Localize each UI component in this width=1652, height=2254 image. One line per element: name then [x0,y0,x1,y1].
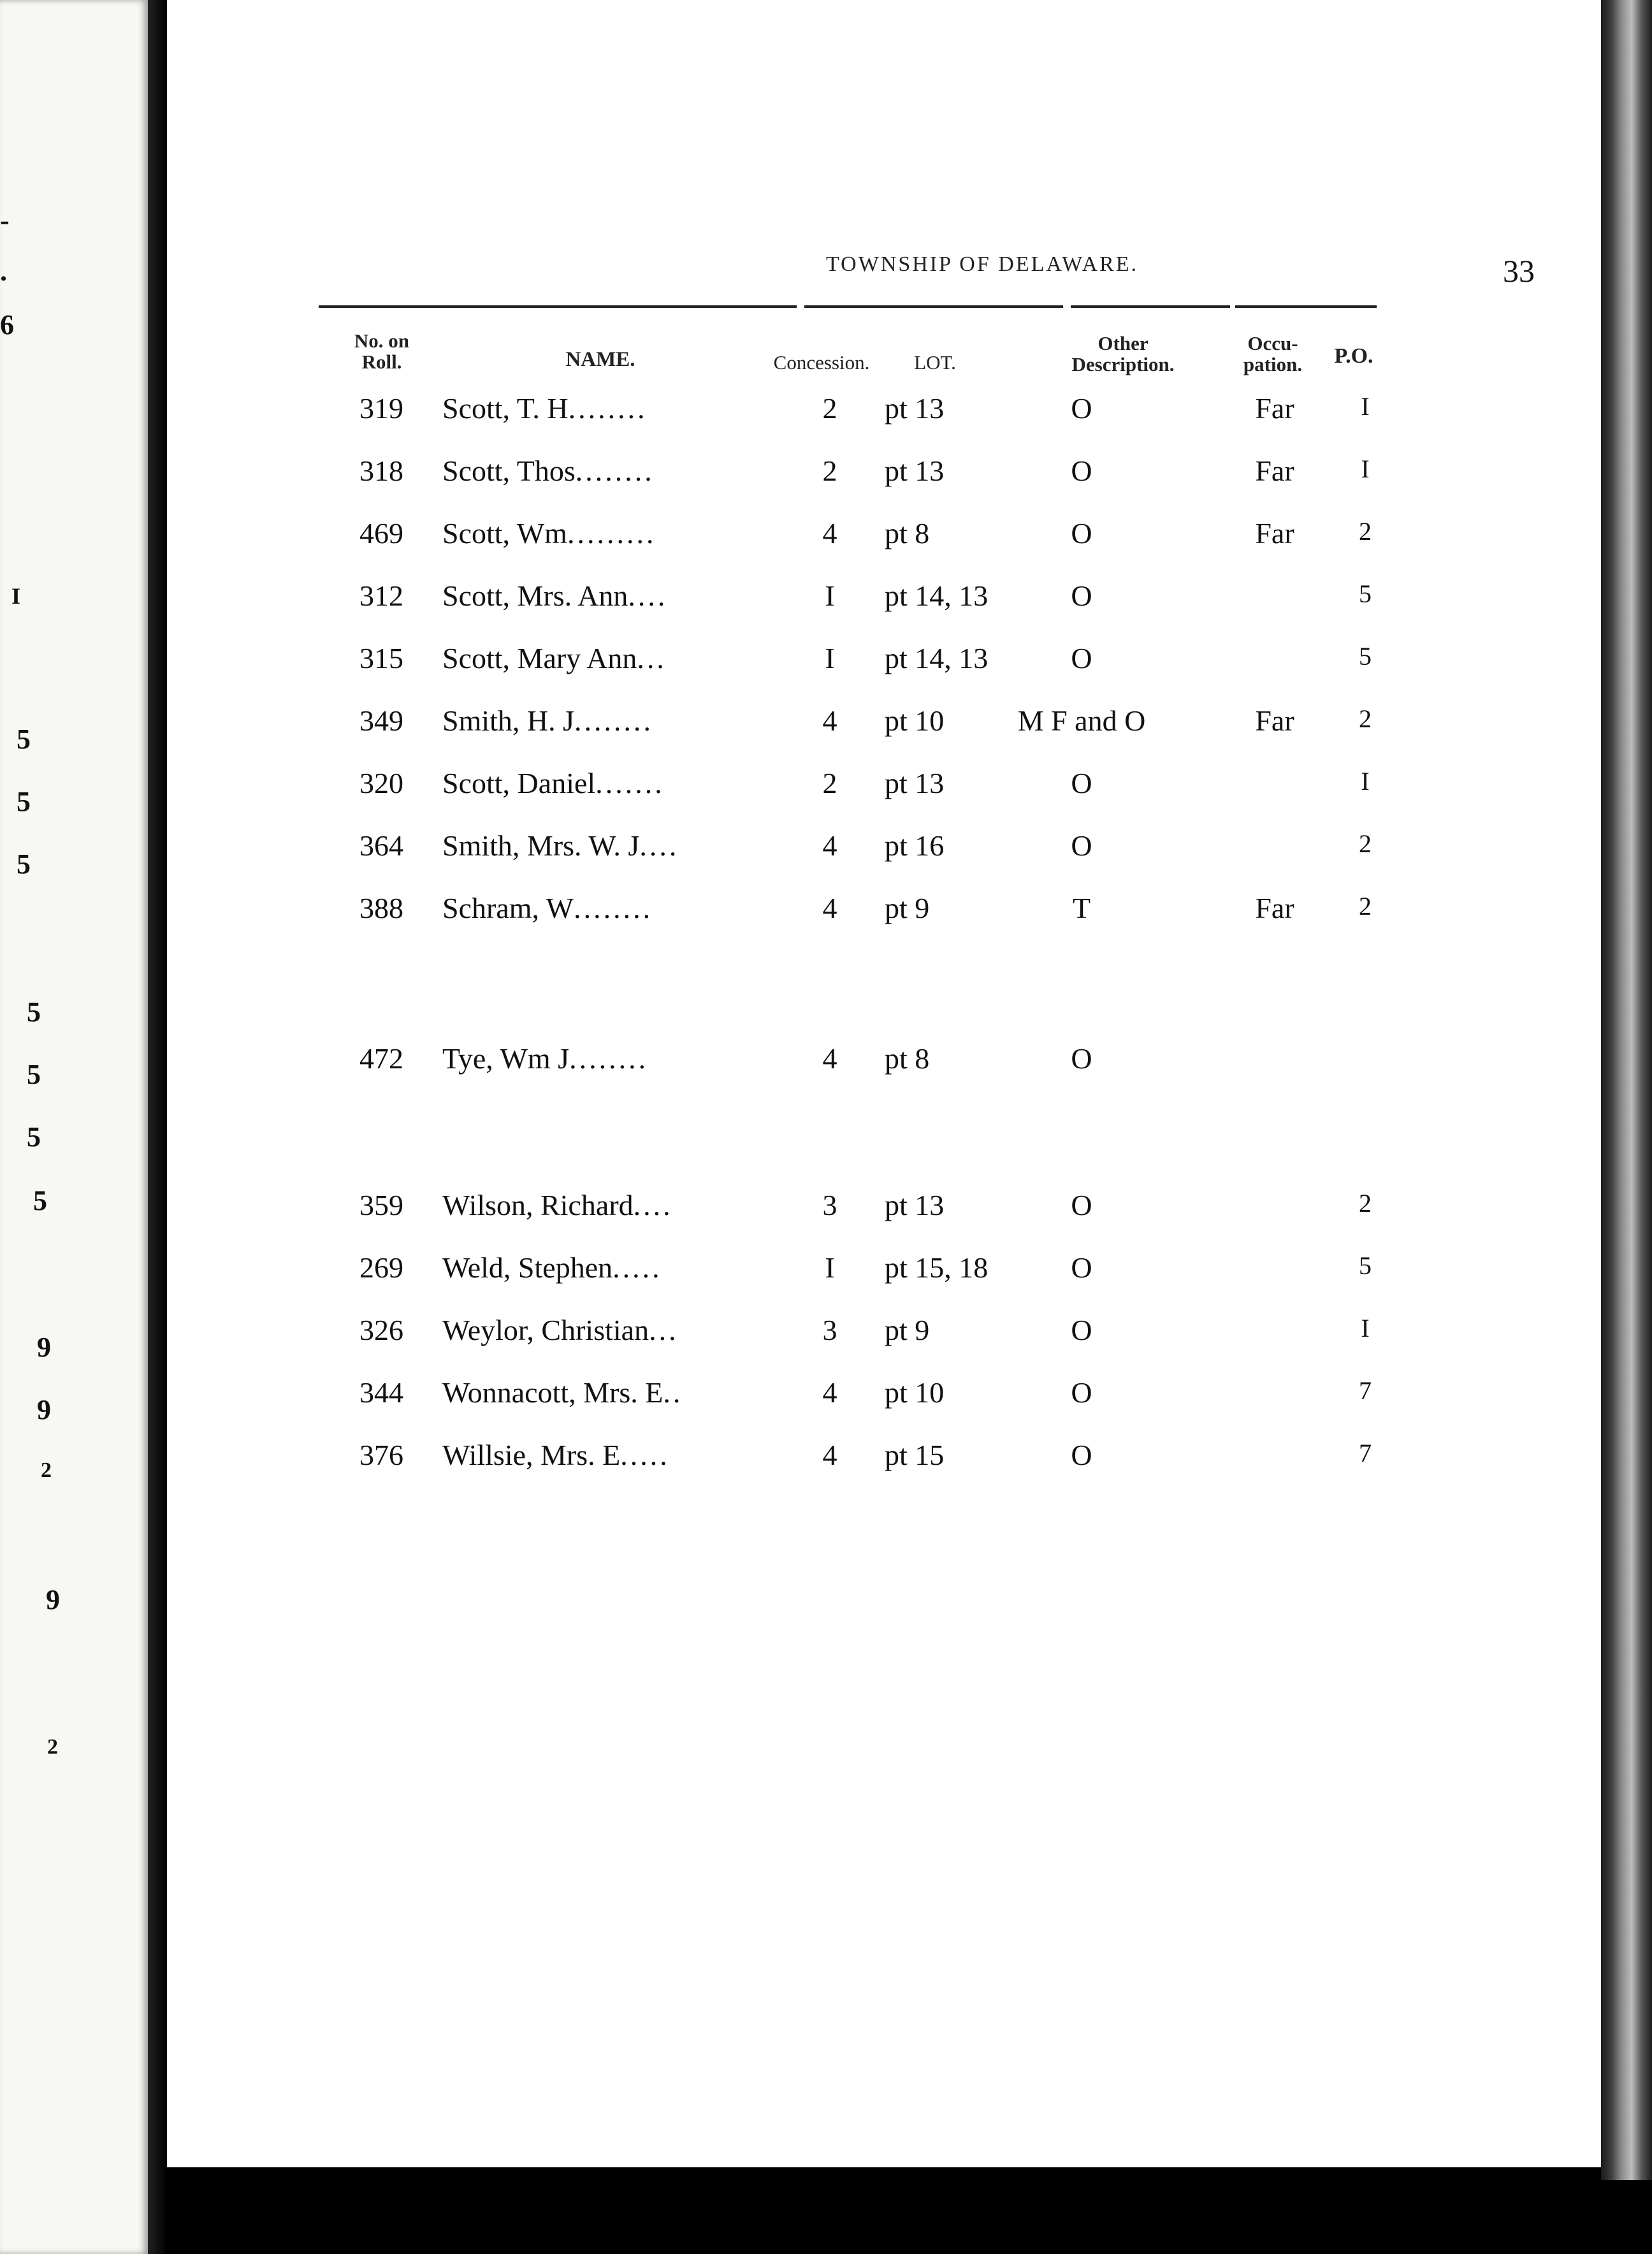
concession: 3 [822,1189,837,1221]
table-row [167,1313,1601,1371]
post-office: 5 [1359,579,1372,608]
left-page-fragment: 5 [17,786,31,817]
table-row [167,1251,1601,1308]
left-page-fragment: 9 [37,1332,51,1363]
left-page-fragment: 5 [27,1121,41,1152]
other-description: O [1071,1439,1092,1471]
other-description: O [1071,1042,1092,1075]
table-row [167,454,1601,511]
page-edge [1601,0,1652,2180]
left-page-fragment: - [0,205,10,236]
lot: pt 15 [885,1439,945,1471]
roll-number: 472 [359,1042,403,1075]
running-head: TOWNSHIP OF DELAWARE. [826,252,1138,276]
table-row [167,766,1601,824]
roll-number: 359 [359,1189,403,1221]
post-office: 5 [1359,642,1372,671]
roll-number: 319 [359,392,403,425]
other-description: O [1071,767,1092,799]
left-page-fragment: 9 [37,1394,51,1425]
owner-name: Scott, Thos........ [442,454,655,487]
other-description: M F and O [1017,704,1146,737]
occupation: Far [1255,517,1294,549]
concession: 4 [822,1042,837,1075]
table-row [167,704,1601,761]
other-description: O [1071,1376,1092,1409]
other-description: O [1071,454,1092,487]
other-description: O [1071,829,1092,862]
table-row [167,1438,1601,1495]
table-row [167,829,1601,886]
left-page-margin [0,0,148,2254]
owner-name: Weld, Stephen..... [442,1251,662,1284]
column-header-roll: No. on Roll. [354,330,410,373]
post-office: 2 [1359,1189,1372,1218]
table-row [167,391,1601,449]
other-description: O [1071,1251,1092,1284]
left-page-fragment: 5 [17,723,31,755]
occupation: Far [1255,704,1294,737]
lot: pt 13 [885,1189,945,1221]
other-description: T [1072,892,1091,924]
roll-number: 320 [359,767,403,799]
post-office: 2 [1359,892,1372,920]
header-rule [1071,305,1230,308]
lot: pt 9 [885,1314,930,1346]
roll-number: 376 [359,1439,403,1471]
left-page-fragment: 6 [0,309,14,340]
lot: pt 16 [885,829,945,862]
owner-name: Scott, Daniel....... [442,767,665,799]
lot: pt 13 [885,392,945,425]
post-office: 2 [1359,704,1372,733]
roll-number: 388 [359,892,403,924]
lot: pt 14, 13 [885,579,989,612]
roll-number: 269 [359,1251,403,1284]
concession: 2 [822,454,837,487]
lot: pt 15, 18 [885,1251,989,1284]
left-page-fragment: 5 [33,1185,47,1216]
concession: 2 [822,767,837,799]
owner-name: Smith, Mrs. W. J.... [442,829,679,862]
left-page-fragment: 5 [27,996,41,1028]
concession: I [825,579,835,612]
owner-name: Wonnacott, Mrs. E.. [442,1376,683,1409]
concession: 4 [822,829,837,862]
occupation: Far [1255,892,1294,924]
column-header-concession: Concession. [773,351,870,374]
table-row [167,1042,1601,1099]
lot: pt 8 [885,1042,930,1075]
other-description: O [1071,517,1092,549]
concession: 4 [822,517,837,549]
roll-number: 349 [359,704,403,737]
concession: I [825,642,835,674]
column-header-occupation: Occu- pation. [1243,332,1303,375]
occupation: Far [1255,454,1294,487]
concession: 4 [822,892,837,924]
roll-number: 469 [359,517,403,549]
header-rule [319,305,797,308]
lot: pt 9 [885,892,930,924]
table-row [167,579,1601,636]
table-row [167,641,1601,699]
owner-name: Scott, Mary Ann... [442,642,667,674]
post-office: I [1361,767,1370,796]
column-header-lot: LOT. [914,351,956,374]
header-rule [1235,305,1377,308]
table-row [167,891,1601,949]
owner-name: Tye, Wm J........ [442,1042,649,1075]
post-office: 7 [1359,1439,1372,1467]
roll-number: 315 [359,642,403,674]
owner-name: Schram, W........ [442,892,653,924]
lot: pt 14, 13 [885,642,989,674]
page [167,0,1601,2167]
post-office: I [1361,454,1370,483]
post-office: I [1361,392,1370,421]
lot: pt 10 [885,704,945,737]
table-row [167,1376,1601,1433]
owner-name: Scott, T. H........ [442,392,648,425]
concession: 4 [822,1376,837,1409]
post-office: 7 [1359,1376,1372,1405]
post-office: 2 [1359,517,1372,546]
owner-name: Wilson, Richard.... [442,1189,673,1221]
concession: 2 [822,392,837,425]
roll-number: 344 [359,1376,403,1409]
left-page-fragment: 5 [27,1059,41,1090]
other-description: O [1071,392,1092,425]
owner-name: Scott, Mrs. Ann.... [442,579,668,612]
roll-number: 318 [359,454,403,487]
table-row [167,516,1601,574]
column-header-description: Other Description. [1071,332,1175,375]
post-office: 5 [1359,1251,1372,1280]
left-page-fragment: 2 [47,1735,58,1759]
roll-number: 312 [359,579,403,612]
owner-name: Willsie, Mrs. E..... [442,1439,670,1471]
roll-number: 364 [359,829,403,862]
lot: pt 13 [885,767,945,799]
concession: 4 [822,704,837,737]
owner-name: Smith, H. J........ [442,704,654,737]
column-header-name: NAME. [565,348,635,371]
lot: pt 13 [885,454,945,487]
concession: 4 [822,1439,837,1471]
other-description: O [1071,579,1092,612]
occupation: Far [1255,392,1294,425]
concession: 3 [822,1314,837,1346]
owner-name: Scott, Wm......... [442,517,656,549]
concession: I [825,1251,835,1284]
post-office: 2 [1359,829,1372,858]
left-page-fragment: . [0,256,7,287]
header-rule [804,305,1063,308]
table-row [167,1188,1601,1246]
owner-name: Weylor, Christian... [442,1314,679,1346]
other-description: O [1071,1189,1092,1221]
roll-number: 326 [359,1314,403,1346]
left-page-fragment: I [11,583,21,609]
other-description: O [1071,642,1092,674]
lot: pt 8 [885,517,930,549]
page-number: 33 [1503,253,1535,289]
left-page-fragment: 2 [41,1458,52,1482]
other-description: O [1071,1314,1092,1346]
left-page-fragment: 5 [17,848,31,880]
book-gutter [148,0,167,2254]
post-office: I [1361,1314,1370,1342]
lot: pt 10 [885,1376,945,1409]
left-page-fragment: 9 [46,1584,60,1615]
column-header-po: P.O. [1334,344,1373,368]
